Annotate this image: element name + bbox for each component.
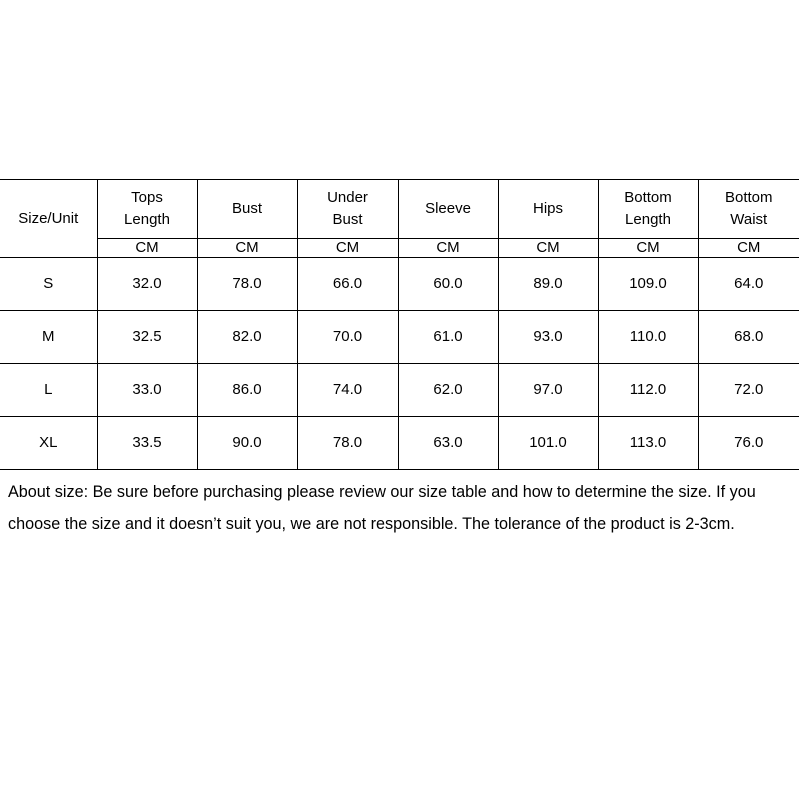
- table-cell: 74.0: [297, 364, 398, 417]
- size-label-cell: M: [0, 311, 97, 364]
- size-label-cell: L: [0, 364, 97, 417]
- table-cell: 101.0: [498, 417, 598, 470]
- column-header-label: Under Bust: [327, 189, 368, 228]
- table-cell: 61.0: [398, 311, 498, 364]
- column-header: [598, 180, 698, 239]
- table-cell: 82.0: [197, 311, 297, 364]
- table-cell: 86.0: [197, 364, 297, 417]
- table-cell: 76.0: [698, 417, 799, 470]
- column-header-label: Tops Length: [124, 189, 170, 228]
- unit-cell: CM: [97, 239, 197, 258]
- unit-cell: CM: [498, 239, 598, 258]
- table-cell: 72.0: [698, 364, 799, 417]
- table-cell: 89.0: [498, 258, 598, 311]
- table-cell: 66.0: [297, 258, 398, 311]
- table-cell: 68.0: [698, 311, 799, 364]
- column-header-label: Sleeve: [425, 200, 471, 217]
- table-cell: 109.0: [598, 258, 698, 311]
- column-header: [197, 180, 297, 239]
- unit-cell: CM: [197, 239, 297, 258]
- column-header: [97, 180, 197, 239]
- table-cell: 32.5: [97, 311, 197, 364]
- size-label-cell: S: [0, 258, 97, 311]
- column-header-label: Bust: [231, 200, 262, 217]
- table-cell: 78.0: [297, 417, 398, 470]
- column-header-label: Hips: [532, 200, 563, 217]
- table-cell: 90.0: [197, 417, 297, 470]
- size-disclaimer-note: About size: Be sure before purchasing please review our size table and how to determine the size. If you choose the size and it doesn’t suit you, we are not responsible. The tolerance of the product is 2-3cm.: [8, 483, 756, 533]
- size-chart-body: [0, 180, 799, 470]
- header-row: [0, 180, 799, 239]
- table-cell: 63.0: [398, 417, 498, 470]
- table-cell: 32.0: [97, 258, 197, 311]
- unit-cell: CM: [297, 239, 398, 258]
- table-cell: 113.0: [598, 417, 698, 470]
- table-cell: 97.0: [498, 364, 598, 417]
- unit-cell: CM: [698, 239, 799, 258]
- table-cell: 70.0: [297, 311, 398, 364]
- table-cell: 33.5: [97, 417, 197, 470]
- size-unit-header: Size/Unit: [0, 180, 97, 258]
- table-row: [0, 417, 799, 470]
- table-cell: 33.0: [97, 364, 197, 417]
- column-header: [297, 180, 398, 239]
- unit-row: [0, 239, 799, 258]
- column-header: [498, 180, 598, 239]
- column-header: [698, 180, 799, 239]
- table-cell: 112.0: [598, 364, 698, 417]
- table-cell: 60.0: [398, 258, 498, 311]
- column-header-label: Bottom Length: [624, 189, 672, 228]
- table-row: [0, 258, 799, 311]
- column-header-label: Bottom Waist: [724, 189, 773, 228]
- table-cell: 64.0: [698, 258, 799, 311]
- table-cell: 93.0: [498, 311, 598, 364]
- table-row: [0, 364, 799, 417]
- table-cell: 110.0: [598, 311, 698, 364]
- column-header: [398, 180, 498, 239]
- table-cell: 62.0: [398, 364, 498, 417]
- size-chart-table: [0, 179, 799, 470]
- table-cell: 78.0: [197, 258, 297, 311]
- size-label-cell: XL: [0, 417, 97, 470]
- table-row: [0, 311, 799, 364]
- unit-cell: CM: [598, 239, 698, 258]
- unit-cell: CM: [398, 239, 498, 258]
